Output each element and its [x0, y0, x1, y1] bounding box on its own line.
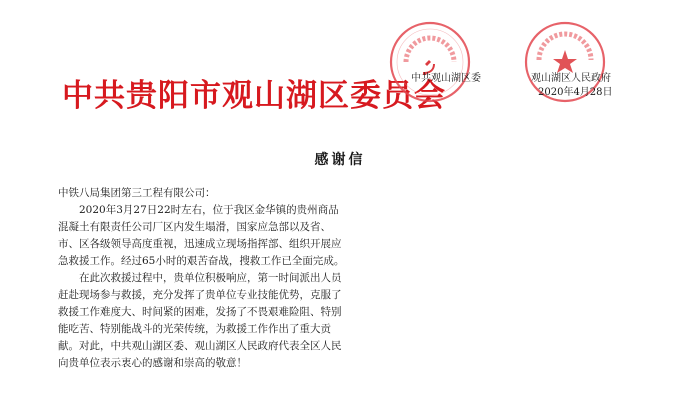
letter-paragraph: 2020年3月27日22时左右，位于我区金华镇的贵州商品混凝土有限责任公司厂区内发生塌滑，国家应急部以及省、市、区各级领导高度重视，迅速成立现场指挥部、组织开展应急救援工作。经过65小时的艰苦奋战，搜救工作已全面完成。	[58, 204, 345, 267]
seal1-caption: 中共观山湖区委	[411, 73, 481, 84]
letter-title: 感谢信	[314, 152, 366, 168]
letter-body	[58, 185, 348, 372]
party-committee-seal	[388, 20, 472, 104]
letter-recipient: 中铁八局集团第三工程有限公司：	[58, 187, 216, 199]
letter-date: 2020年4月28日	[538, 87, 613, 98]
letter-paragraph: 在此次救援过程中，贵单位积极响应，第一时间派出人员赶赴现场参与救援，充分发挥了贵单位专业技能优势，克服了救援工作难度大、时间紧的困难，发扬了不畏艰难险阻、特别能吃苦、特别能战斗的光荣传统，为救援工作作出了重大贡献。对此，中共观山湖区委、观山湖区人民政府代表全区人民向贵单位表示衷心的感谢和崇高的敬意！	[58, 272, 342, 369]
seal2-caption: 观山湖区人民政府	[531, 73, 611, 84]
letterhead-title: 中共贵阳市观山湖区委员会	[62, 78, 446, 114]
